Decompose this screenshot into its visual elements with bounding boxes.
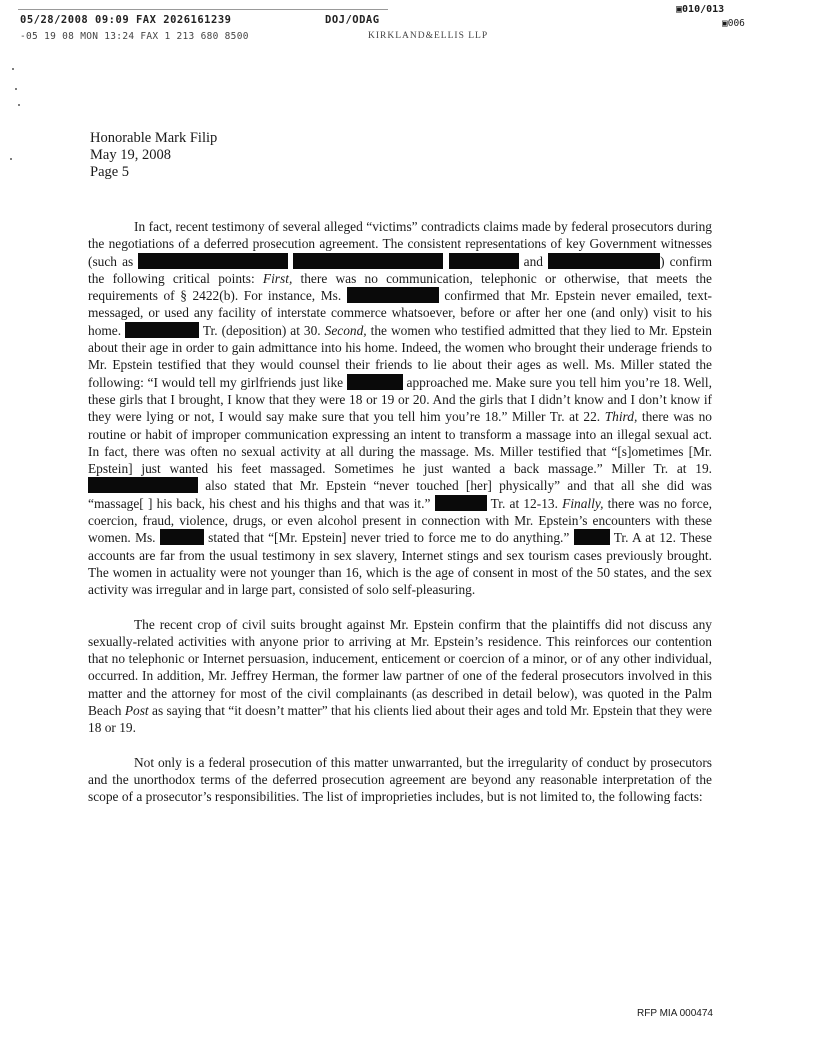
- fax-header-rule: [18, 9, 388, 10]
- fax-header-line-1: [20, 14, 380, 26]
- redaction-block: [449, 253, 519, 269]
- redaction-block: [125, 322, 199, 338]
- fax-sender: 05/28/2008 09:09 FAX 2026161239: [20, 14, 232, 26]
- redaction-block: [160, 529, 204, 545]
- scan-speck: [18, 104, 20, 106]
- letter-body: [88, 218, 712, 823]
- page-label: Page 5: [90, 164, 130, 180]
- fax-origin: -05 19 08 MON 13:24 FAX 1 213 680 8500: [20, 31, 249, 42]
- redaction-block: [347, 287, 439, 303]
- paragraph-improprieties: Not only is a federal prosecution of this matter unwarranted, but the irregularity of conduct by prosecutors and the unorthodox terms of the deferred prosecution agreement are beyond any reasonable interpretation of the scope of a prosecutor’s responsibilities. The list of improprieties includes, but is not limited to, the following facts:: [88, 754, 712, 805]
- redaction-block: [435, 495, 487, 511]
- paragraph-civil-suits: The recent crop of civil suits brought against Mr. Epstein confirm that the plaintiffs did not discuss any sexually-related activities with anyone prior to arriving at Mr. Epstein’s residence. This reinforces our contention that no telephonic or Internet persuasion, inducement, enticement or coercion of a minor, or of any other individual, occurred. In addition, Mr. Jeffrey Herman, the former law partner of one of the federal prosecutors involved in this matter and the attorney for most of the civil complainants (as described in detail below), was quoted in the Palm Beach Post as saying that “it doesn’t matter” that his clients lied about their ages and told Mr. Epstein that they were 18 or 19.: [88, 616, 712, 736]
- letter-date: May 19, 2008: [90, 147, 171, 163]
- fax-firm: KIRKLAND&ELLIS LLP: [368, 31, 489, 41]
- fax-header-line-2: [20, 31, 489, 42]
- fax-page-counter-2: ▣006: [722, 18, 745, 29]
- scan-speck: [12, 68, 14, 70]
- redaction-block: [293, 253, 443, 269]
- redaction-block: [548, 253, 660, 269]
- bates-number: RFP MIA 000474: [637, 1008, 713, 1019]
- redaction-block: [574, 529, 610, 545]
- paragraph-testimony: In fact, recent testimony of several alleged “victims” contradicts claims made by federal prosecutors during the negotiations of a deferred prosecution agreement. The consistent representations of key Government witnesses (such as and ) confirm the following critical points: First, there was no communication, telephonic or otherwise, that meets the requirements of § 2422(b). For instance, Ms. confirmed that Mr. Epstein never emailed, text-messaged, or used any facility of interstate commerce whatsoever, before or after her one (and only) visit to his home. Tr. (deposition) at 30. Second, the women who testified admitted that they lied to Mr. Epstein about their age in order to gain admittance into his home. Indeed, the women who brought their underage friends to Mr. Epstein testified that they would counsel their friends to lie about their ages as well. Ms. Miller stated the following: “I would tell my girlfriends just like approached me. Make sure you tell him you’re 18. Well, these girls that I brought, I know that they were 18 or 19 or 20. And the girls that I didn’t know and I don’t know if they were lying or not, I would say make sure that you tell him you’re 18.” Miller Tr. at 22. Third, there was no routine or habit of improper communication expressing an intent to transform a massage into an illegal sexual act. In fact, there was often no sexual activity at all during the massage. Ms. Miller testified that “[s]ometimes [Mr. Epstein] just wanted his feet massaged. Sometimes he just wanted a back massage.” Miller Tr. at 19. also stated that Mr. Epstein “never touched [her] physically” and that all she did was “massage[ ] his back, his chest and his thighs and that was it.” Tr. at 12-13. Finally, there was no force, coercion, fraud, violence, drugs, or even alcohol present in connection with Mr. Epstein’s encounters with these women. Ms. stated that “[Mr. Epstein] never tried to force me to do anything.” Tr. A at 12. These accounts are far from the usual testimony in sex slavery, Internet stings and sex tourism cases previously brought. The women in actuality were not younger than 16, which is the age of consent in most of the 50 states, and the sex activity was irregular and in large part, consisted of solo self-pleasuring.: [88, 219, 712, 598]
- fax-recipient-office: DOJ/ODAG: [325, 14, 380, 26]
- letter-addressee-block: [90, 130, 217, 181]
- redaction-block: [138, 253, 288, 269]
- redaction-block: [347, 374, 403, 390]
- scan-speck: [15, 88, 17, 90]
- addressee-name: Honorable Mark Filip: [90, 130, 218, 146]
- scan-speck: [10, 158, 12, 160]
- fax-page-counter: ▣010/013: [676, 4, 725, 15]
- redaction-block: [88, 477, 198, 493]
